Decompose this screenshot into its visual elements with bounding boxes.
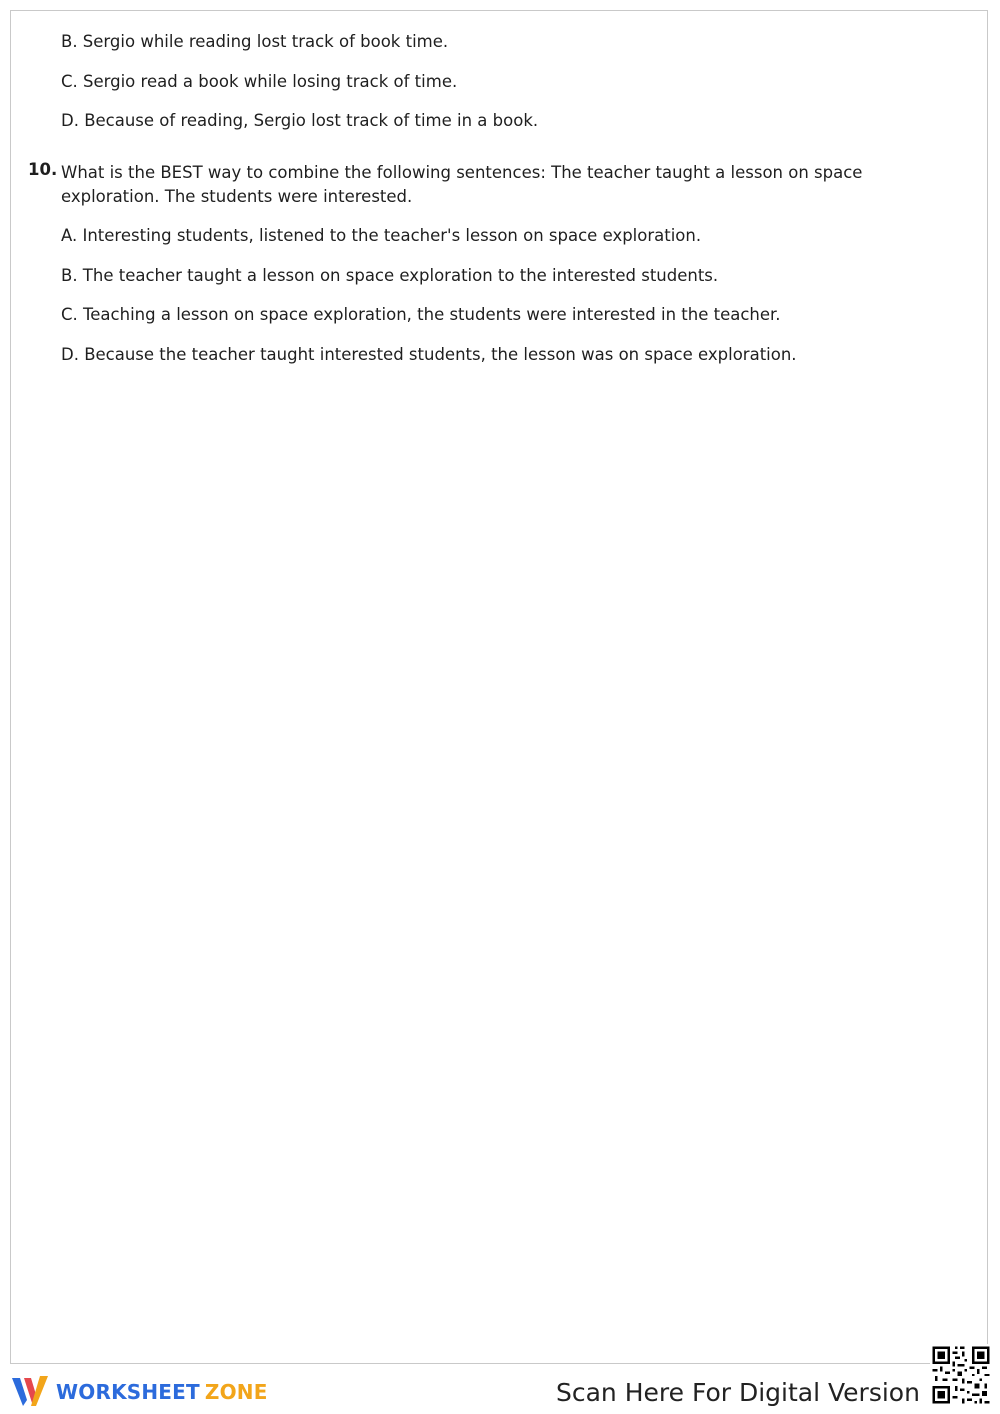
footer: [0, 1364, 1000, 1414]
scan-here-text: Scan Here For Digital Version: [556, 1378, 920, 1407]
q10-option-a: A. Interesting students, listened to the teacher's lesson on space exploration.: [61, 226, 702, 245]
question-text: What is the BEST way to combine the following sentences: The teacher taught a lesson on space exploration. The students were interested.: [61, 163, 863, 206]
page-frame: [10, 10, 988, 1364]
worksheetzone-logo: [10, 1374, 268, 1410]
logo-word-zone: ZONE: [204, 1380, 268, 1404]
logo-word-worksheet: WORKSHEET: [56, 1380, 200, 1404]
q10-option-b: B. The teacher taught a lesson on space exploration to the interested students.: [61, 266, 719, 285]
qr-code-icon[interactable]: [930, 1344, 992, 1406]
q10-option-c: C. Teaching a lesson on space exploration, the students were interested in the teacher.: [61, 305, 781, 324]
worksheetzone-logo-icon: [10, 1374, 50, 1410]
prev-option-b: B. Sergio while reading lost track of book time.: [61, 32, 449, 51]
question-number: 10.: [28, 160, 58, 179]
prev-option-c: C. Sergio read a book while losing track of time.: [61, 72, 458, 91]
q10-option-d: D. Because the teacher taught interested students, the lesson was on space exploration.: [61, 345, 797, 364]
prev-option-d: D. Because of reading, Sergio lost track of time in a book.: [61, 111, 539, 130]
